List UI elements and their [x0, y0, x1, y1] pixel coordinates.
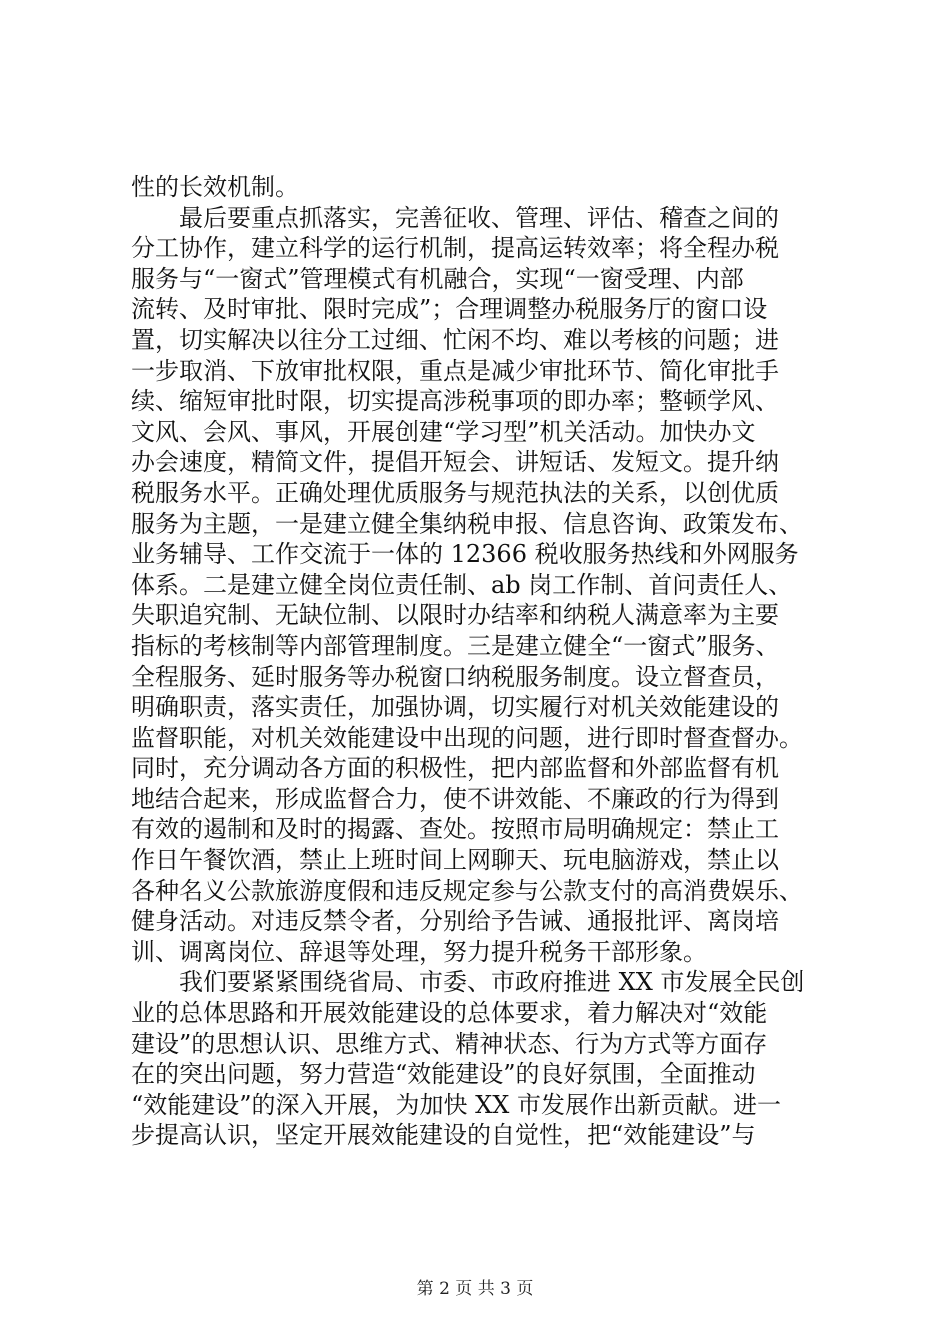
- text-line: 体系。二是建立健全岗位责任制、ab 岗工作制、首问责任人、: [131, 570, 793, 599]
- text-line: 监督职能，对机关效能建设中出现的问题，进行即时督查督办。: [131, 723, 803, 752]
- text-line: 各种名义公款旅游度假和违反规定参与公款支付的高消费娱乐、: [131, 876, 803, 905]
- text-line: 服务与“一窗式”管理模式有机融合，实现“一窗受理、内部: [131, 264, 744, 293]
- text-line: 续、缩短审批时限，切实提高涉税事项的即办率；整顿学风、: [131, 387, 779, 416]
- page-total: 共 3 页: [477, 1279, 534, 1299]
- page-footer: [0, 1274, 950, 1299]
- text-line: 在的突出问题，努力营造“效能建设”的良好氛围，全面推动: [131, 1060, 756, 1089]
- text-line: 流转、及时审批、限时完成”；合理调整办税服务厅的窗口设: [131, 295, 768, 324]
- text-line: 指标的考核制等内部管理制度。三是建立健全“一窗式”服务、: [131, 631, 780, 660]
- text-line: 性的长效机制。: [131, 173, 299, 201]
- text-line: “效能建设”的深入开展，为加快 XX 市发展作出新贡献。进一: [131, 1090, 781, 1119]
- text-line: 失职追究制、无缺位制、以限时办结率和纳税人满意率为主要: [131, 601, 779, 630]
- text-line: 有效的遏制和及时的揭露、查处。按照市局明确规定：禁止工: [131, 815, 779, 844]
- text-line: 地结合起来，形成监督合力，使不讲效能、不廉政的行为得到: [131, 784, 779, 813]
- text-line: 办会速度，精简文件，提倡开短会、讲短话、发短文。提升纳: [131, 448, 779, 477]
- text-line: 文风、会风、事风，开展创建“学习型”机关活动。加快办文: [131, 417, 756, 446]
- text-line: 置，切实解决以往分工过细、忙闲不均、难以考核的问题；进: [131, 325, 779, 354]
- text-line: 全程服务、延时服务等办税窗口纳税服务制度。设立督查员，: [131, 662, 779, 691]
- text-line: 健身活动。对违反禁令者，分别给予告诫、通报批评、离岗培: [131, 907, 779, 936]
- text-line: 训、调离岗位、辞退等处理，努力提升税务干部形象。: [131, 937, 707, 966]
- page-number: 第 2 页: [416, 1279, 473, 1299]
- paragraph-start-line: 最后要重点抓落实，完善征收、管理、评估、稽查之间的: [179, 203, 779, 232]
- text-line: 业务辅导、工作交流于一体的 12366 税收服务热线和外网服务: [131, 540, 799, 569]
- text-line: 建设”的思想认识、思维方式、精神状态、行为方式等方面存: [131, 1029, 768, 1058]
- text-line: 同时，充分调动各方面的积极性，把内部监督和外部监督有机: [131, 754, 779, 783]
- document-body: [131, 172, 831, 1151]
- text-line: 步提高认识，坚定开展效能建设的自觉性，把“效能建设”与: [131, 1121, 756, 1150]
- text-line: 作日午餐饮酒，禁止上班时间上网聊天、玩电脑游戏，禁止以: [131, 846, 779, 875]
- text-line: 明确职责，落实责任，加强协调，切实履行对机关效能建设的: [131, 693, 779, 722]
- text-line: 业的总体思路和开展效能建设的总体要求，着力解决对“效能: [131, 999, 768, 1028]
- text-line: 服务为主题，一是建立健全集纳税申报、信息咨询、政策发布、: [131, 509, 803, 538]
- text-line: 一步取消、下放审批权限，重点是减少审批环节、简化审批手: [131, 356, 779, 385]
- text-line: 分工协作，建立科学的运行机制，提高运转效率；将全程办税: [131, 234, 779, 263]
- paragraph-start-line: 我们要紧紧围绕省局、市委、市政府推进 XX 市发展全民创: [179, 968, 805, 997]
- text-line: 税服务水平。正确处理优质服务与规范执法的关系，以创优质: [131, 478, 779, 507]
